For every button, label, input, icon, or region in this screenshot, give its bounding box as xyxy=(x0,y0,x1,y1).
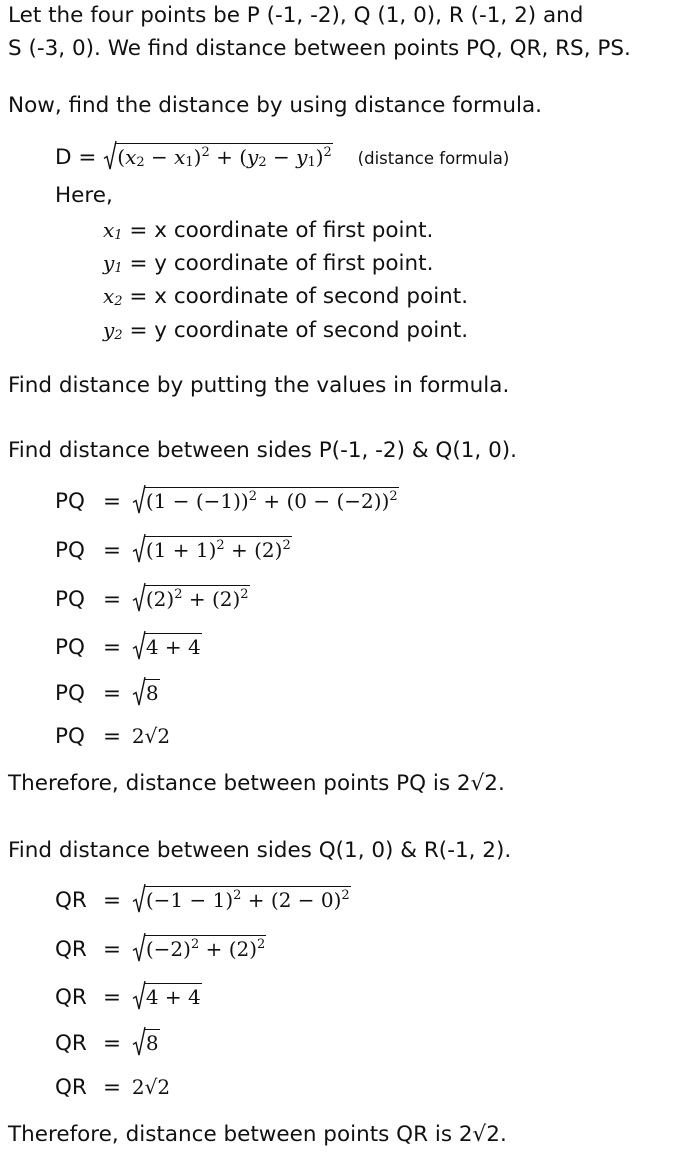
qr-conclusion: Therefore, distance between points QR is 2√2. xyxy=(8,1122,507,1147)
pq-label: PQ xyxy=(55,635,85,660)
pq-step-1: PQ = $(1 - (-1))^2 + (0 - (-2))^2$ xyxy=(55,484,399,516)
definition-text: = x coordinate of first point. xyxy=(129,218,434,243)
qr-step-2: QR = $(-2)^2 + (2)^2$ xyxy=(55,932,266,964)
definition-text: = y coordinate of second point. xyxy=(129,318,469,343)
radical-icon xyxy=(132,883,146,914)
radical-icon xyxy=(132,676,146,707)
var-x2: $x_2$ xyxy=(103,284,123,309)
here-label: Here, xyxy=(55,183,113,208)
pq-label: PQ xyxy=(55,724,85,749)
formula-lhs: D = xyxy=(55,145,97,170)
qr-label: QR xyxy=(55,937,87,962)
pq-conclusion: Therefore, distance between points PQ is 2√2. xyxy=(8,771,505,796)
radical-icon xyxy=(132,980,146,1011)
definition-text: = y coordinate of first point. xyxy=(129,251,434,276)
step-radical xyxy=(132,484,399,515)
radical-icon xyxy=(132,582,146,613)
step-expression: $(1 + 1)^2 + (2)^2$ xyxy=(145,538,291,562)
formula-intro: Now, find the distance by using distance formula. xyxy=(8,93,542,118)
step-radical xyxy=(132,630,202,661)
formula-radical xyxy=(103,140,333,171)
pq-step-2: PQ = $(1 + 1)^2 + (2)^2$ xyxy=(55,533,292,565)
radical-icon xyxy=(132,484,146,515)
var-y1: $y_1$ xyxy=(103,251,123,276)
qr-heading: Find distance between sides Q(1, 0) & R(-1, 2). xyxy=(8,838,512,863)
definition-y1 xyxy=(103,249,433,278)
intro-line-2: S (-3, 0). We find distance between points PQ, QR, RS, PS. xyxy=(8,36,631,61)
pq-label: PQ xyxy=(55,538,85,563)
definition-x1 xyxy=(103,216,433,245)
step-radical xyxy=(132,1026,160,1057)
step-expression: 8 xyxy=(145,681,159,705)
putting-values: Find distance by putting the values in formula. xyxy=(8,373,510,398)
qr-label: QR xyxy=(55,985,87,1010)
qr-step-3: QR = 4 + 4 xyxy=(55,980,202,1012)
step-radical xyxy=(132,533,292,564)
var-x1: $x_1$ xyxy=(103,218,123,243)
qr-label: QR xyxy=(55,888,87,913)
pq-step-6: PQ = 2√2 xyxy=(55,724,171,749)
step-radical xyxy=(132,932,266,963)
formula-expression: $(x_2 - x_1)^2 + (y_2 - y_1)^2$ xyxy=(117,145,332,170)
step-expression: $(1 - (-1))^2 + (0 - (-2))^2$ xyxy=(145,489,398,513)
radical-icon xyxy=(132,630,146,661)
definition-y2 xyxy=(103,316,468,345)
qr-label: QR xyxy=(55,1075,87,1100)
pq-step-4: PQ = 4 + 4 xyxy=(55,630,202,662)
radical-icon xyxy=(132,533,146,564)
pq-heading: Find distance between sides P(-1, -2) & Q(1, 0). xyxy=(8,438,517,463)
definition-x2 xyxy=(103,282,468,311)
step-expression: 4 + 4 xyxy=(145,635,201,659)
qr-step-5: QR = 2√2 xyxy=(55,1075,171,1100)
radical-icon xyxy=(103,140,117,171)
distance-formula xyxy=(55,140,509,173)
step-expression: 2√2 xyxy=(131,1075,171,1099)
definition-text: = x coordinate of second point. xyxy=(129,284,469,309)
step-radical xyxy=(132,676,160,707)
intro-line-1: Let the four points be P (-1, -2), Q (1, 0), R (-1, 2) and xyxy=(8,3,584,28)
step-expression: 2√2 xyxy=(131,724,171,748)
qr-label: QR xyxy=(55,1031,87,1056)
step-expression: $(-1 - 1)^2 + (2 - 0)^2$ xyxy=(145,888,350,912)
qr-step-4: QR = 8 xyxy=(55,1026,160,1058)
pq-label: PQ xyxy=(55,489,85,514)
pq-label: PQ xyxy=(55,587,85,612)
qr-step-1: QR = $(-1 - 1)^2 + (2 - 0)^2$ xyxy=(55,883,351,915)
step-radical xyxy=(132,980,202,1011)
step-expression: 4 + 4 xyxy=(145,985,201,1009)
step-radical xyxy=(132,582,250,613)
pq-step-3: PQ = $(2)^2 + (2)^2$ xyxy=(55,582,250,614)
pq-label: PQ xyxy=(55,681,85,706)
radical-icon xyxy=(132,1026,146,1057)
var-y2: $y_2$ xyxy=(103,318,123,343)
radical-icon xyxy=(132,932,146,963)
formula-note: (distance formula) xyxy=(357,149,510,168)
step-expression: $(2)^2 + (2)^2$ xyxy=(145,587,249,611)
step-expression: 8 xyxy=(145,1031,159,1055)
pq-step-5: PQ = 8 xyxy=(55,676,160,708)
step-radical xyxy=(132,883,351,914)
step-expression: $(-2)^2 + (2)^2$ xyxy=(145,937,266,961)
